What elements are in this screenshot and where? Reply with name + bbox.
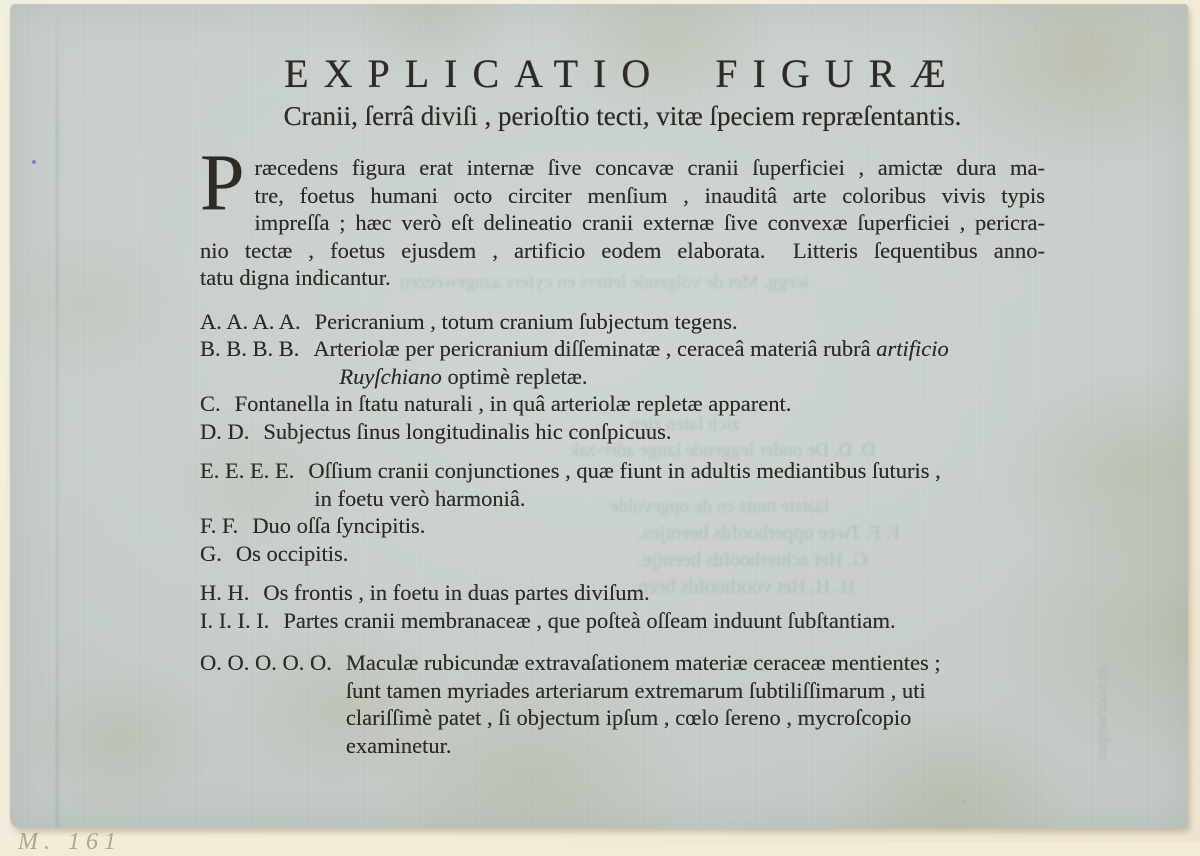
intro-paragraph [200,139,1045,292]
show-through-text: de voorwerpen [1093,665,1111,761]
show-through-text: D. D. De onder leggende lange ader-zak [570,440,876,461]
item-label: B. B. B. B. [200,336,300,361]
item-label: I. I. I. I. [200,607,270,633]
list-item [200,512,1045,540]
page-subtitle: Cranii, ſerrâ diviſi , perioſtio tecti, vitæ ſpeciem repræſentantis. [283,101,962,131]
item-text: Duo oſſa ſyncipitis. [252,513,426,538]
item-text: Pericranium , totum cranium ſubjectum tegens. [314,308,738,334]
page-content [200,50,1045,759]
list-item [200,390,1045,418]
item-label: C. [200,391,221,416]
show-through-text: zich laten zien [630,414,740,435]
intro-line: tatu digna indicantur. [200,265,391,290]
intro-line: tre, foetus humani octo circiter menſium , inauditâ arte coloribus vivis typis [254,182,1045,208]
document-page [10,4,1188,828]
list-item [200,540,1045,568]
item-text: Oſſium cranii conjunctiones , quæ fiunt in adultis mediantibus ſuturis , in foetu verò harmoniâ. [308,458,941,511]
intro-line: ræcedens figura erat internæ ſive concavæ cranii ſuperficiei , amictæ dura ma- [254,155,1045,180]
handwritten-inscription: M. 161 [18,829,122,855]
item-text: Os occipitis. [235,540,349,566]
item-text: Fontanella in ſtatu naturali , in quâ arteriolæ repletæ apparent. [234,391,792,416]
list-item [200,457,1045,512]
page-title: EXPLICATIO FIGURÆ [284,51,961,96]
drop-cap: P [200,139,245,227]
item-text: Subjectus ſinus longitudinalis hic conſpicuus. [263,418,672,444]
item-label: O. O. O. O. O. [200,650,332,675]
item-label: F. F. [200,513,239,538]
fold-crease [56,4,59,828]
item-label: H. H. [200,580,250,605]
list-item [200,607,1045,635]
intro-lines [200,139,1045,292]
show-through-text: laatste muts en de opgevulde [610,496,830,517]
show-through-text: wegg. Met de volgende letters en cyfers aangeweezen [400,272,810,293]
intro-line: nio tectæ , foetus ejusdem , artificio eodem elaborata. Litteris ſequentibus anno- [200,237,1045,263]
list-item [200,308,1045,336]
show-through-text: G. Het achterhoofds beentje. [638,549,868,571]
show-through-text: H. H. Het voorhoofds been [638,576,855,598]
item-list [200,308,1045,760]
list-item [200,579,1045,607]
list-item [200,418,1045,446]
item-label: G. [200,540,222,566]
item-text: Maculæ rubicundæ extravaſationem materiæ ceraceæ mentientes ; ſunt tamen myriades arteriarum extremarum ſubtiliſſimarum , uti clariſſimè patet , ſi objectum ipſum , cœlo ſereno , mycroſcopio examinetur. [345,650,941,758]
item-label: D. D. [200,418,250,444]
list-item [200,335,1045,390]
item-label: E. E. E. E. [200,458,295,483]
item-text: Os frontis , in foetu in duas partes diviſum. [263,580,650,605]
item-label: A. A. A. A. [200,308,301,334]
item-text: Arteriolæ per pericranium diſſeminatæ , ceraceâ materiâ rubrâ artificio Ruyſchiano optimè repletæ. [313,336,949,389]
show-through-text: F. F. Twee opperhoofds beentjes. [638,522,901,544]
ink-speck [32,160,36,164]
item-text: Partes cranii membranaceæ , que poſteà oſſeam induunt ſubſtantiam. [283,607,896,633]
list-item [200,649,1045,759]
intro-line: impreſſa ; hæc verò eſt delineatio cranii externæ ſive convexæ ſuperficiei , pericra- [254,210,1045,235]
